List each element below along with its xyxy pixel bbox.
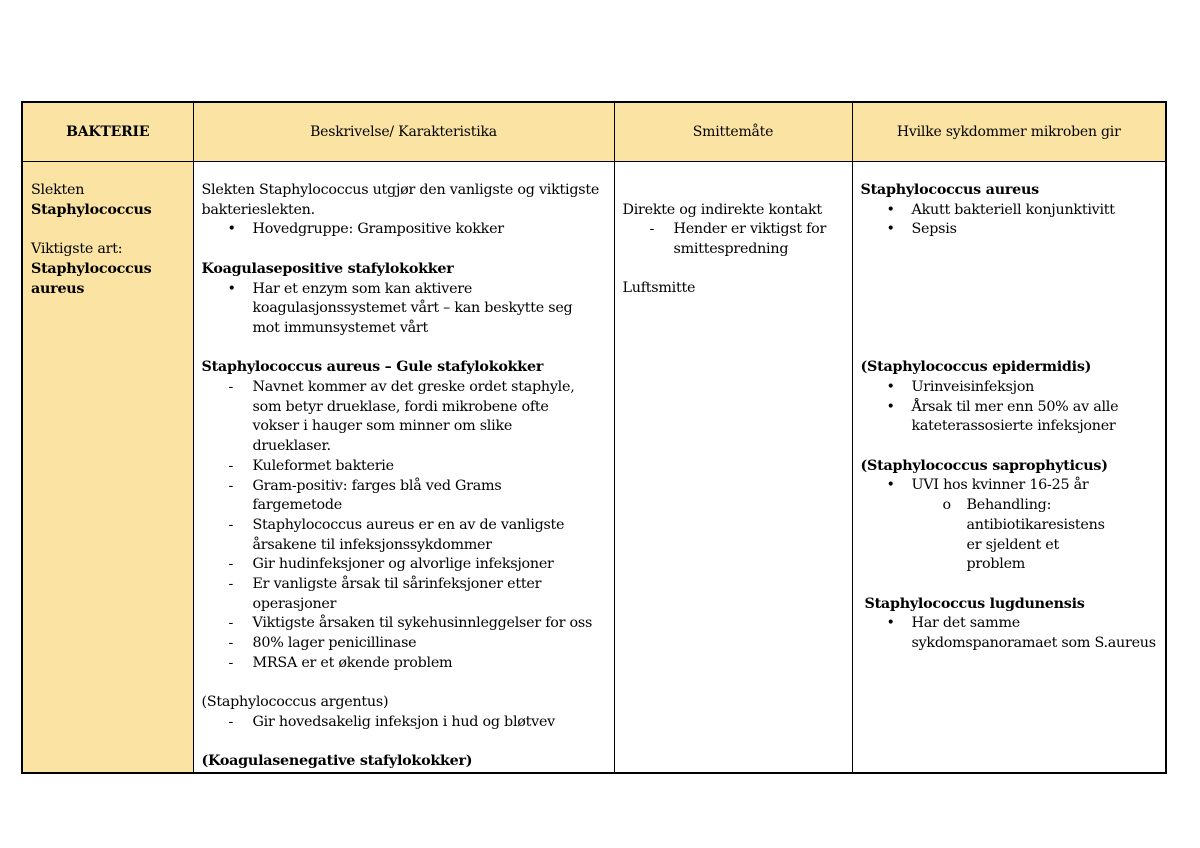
list-item: - Er vanligste årsak til sårinfeksjoner etter operasjoner bbox=[202, 575, 594, 614]
list-item: - Gir hudinfeksjoner og alvorlige infeksjoner bbox=[202, 555, 594, 575]
header-beskrivelse: Beskrivelse/ Karakteristika bbox=[193, 102, 614, 162]
contact-transmission: Direkte og indirekte kontakt bbox=[622, 201, 822, 218]
saprophyticus-sublist bbox=[861, 496, 1158, 575]
epidermidis-list bbox=[861, 378, 1158, 437]
genus-label: Slekten bbox=[31, 182, 85, 198]
contact-list bbox=[623, 220, 844, 259]
transmission-cell bbox=[614, 162, 852, 774]
intro-line2: bakterieslekten. bbox=[201, 201, 315, 218]
list-item: • UVI hos kvinner 16-25 år bbox=[861, 476, 1158, 496]
list-item: • Har et enzym som kan aktivere koagulasjonssystemet vårt – kan beskytte seg mot immunsystemet vårt bbox=[202, 280, 606, 339]
disease-aureus-heading: Staphylococcus aureus bbox=[860, 182, 1039, 198]
list-item: - Gir hovedsakelig infeksjon i hud og bløtvev bbox=[202, 713, 606, 733]
header-bakterie: BAKTERIE bbox=[22, 102, 193, 162]
list-item: - Hender er viktigst for smittespredning bbox=[623, 220, 838, 259]
diseases-cell bbox=[852, 162, 1166, 774]
key-species-line2: aureus bbox=[31, 280, 85, 297]
description-cell bbox=[193, 162, 614, 774]
list-item: - Navnet kommer av det greske ordet staphyle, som betyr drueklase, fordi mikrobene ofte vokser i hauger som minner om slike drueklaser. bbox=[202, 378, 594, 457]
aureus-list bbox=[202, 378, 606, 674]
list-item: • Sepsis bbox=[861, 220, 1158, 240]
header-smittemate: Smittemåte bbox=[614, 102, 852, 162]
list-item: - Gram-positiv: farges blå ved Grams fargemetode bbox=[202, 477, 594, 516]
table-row bbox=[22, 162, 1166, 774]
list-item: o Behandling: antibiotikaresistens er sjeldent et problem bbox=[861, 496, 1118, 575]
aureus-heading: Staphylococcus aureus – Gule stafylokokker bbox=[201, 359, 544, 376]
coag-neg-heading: (Koagulasenegative stafylokokker) bbox=[201, 753, 473, 770]
intro-line1: Slekten Staphylococcus utgjør den vanligste og viktigste bbox=[201, 182, 600, 198]
bacteria-cell bbox=[22, 162, 193, 774]
list-item: • Årsak til mer enn 50% av alle kateterassosierte infeksjoner bbox=[861, 398, 1144, 437]
list-item: - MRSA er et økende problem bbox=[202, 654, 594, 674]
key-species-label: Viktigste art: bbox=[31, 241, 123, 258]
key-species-line1: Staphylococcus bbox=[31, 260, 152, 277]
list-item: - 80% lager penicillinase bbox=[202, 634, 594, 654]
genus-name: Staphylococcus bbox=[31, 201, 152, 218]
argentus-heading: (Staphylococcus argentus) bbox=[201, 694, 389, 711]
argentus-list bbox=[202, 713, 606, 733]
list-item: • Akutt bakteriell konjunktivitt bbox=[861, 201, 1158, 221]
list-item: • Hovedgruppe: Grampositive kokker bbox=[202, 220, 606, 240]
saprophyticus-heading: (Staphylococcus saprophyticus) bbox=[860, 457, 1108, 474]
list-item: - Kuleformet bakterie bbox=[202, 457, 594, 477]
list-item: • Urinveisinfeksjon bbox=[861, 378, 1144, 398]
saprophyticus-list bbox=[861, 476, 1158, 496]
epidermidis-heading: (Staphylococcus epidermidis) bbox=[860, 359, 1092, 376]
disease-aureus-list bbox=[861, 201, 1158, 240]
list-item: - Viktigste årsaken til sykehusinnleggelser for oss bbox=[202, 614, 594, 634]
list-item: - Staphylococcus aureus er en av de vanligste årsakene til infeksjonssykdommer bbox=[202, 516, 594, 555]
coag-pos-heading: Koagulasepositive stafylokokker bbox=[201, 260, 454, 277]
coag-pos-list bbox=[202, 280, 606, 339]
main-group-list bbox=[202, 220, 606, 240]
lugdunensis-list bbox=[861, 614, 1158, 653]
bacteria-table bbox=[21, 101, 1167, 774]
airborne-transmission: Luftsmitte bbox=[622, 280, 696, 297]
lugdunensis-heading: Staphylococcus lugdunensis bbox=[864, 595, 1085, 612]
table-header-row bbox=[22, 102, 1166, 162]
header-sykdommer: Hvilke sykdommer mikroben gir bbox=[852, 102, 1166, 162]
list-item: • Har det samme sykdomspanoramaet som S.aureus bbox=[861, 614, 1158, 653]
